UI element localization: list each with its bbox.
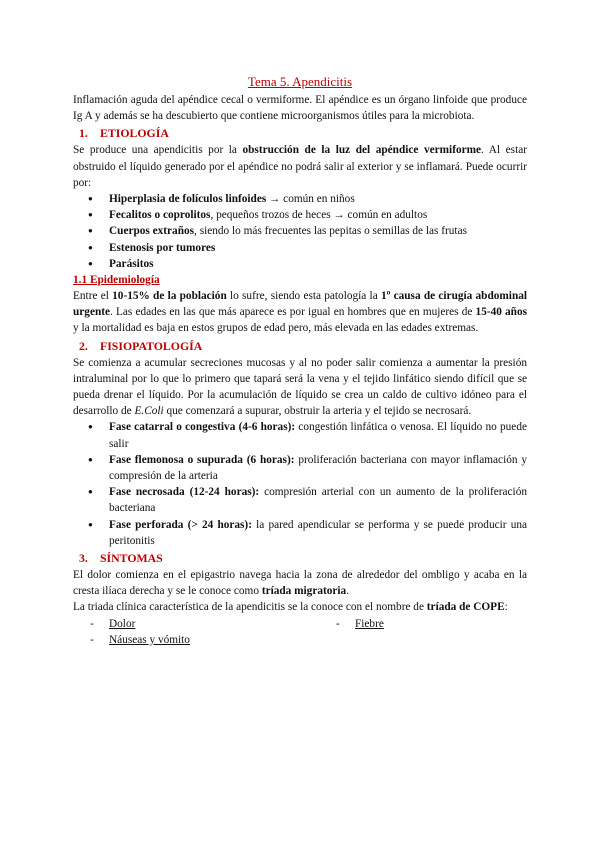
text-span: lo sufre, siendo esta patología la <box>226 290 381 303</box>
list-item-text: congestión linfática o venosa. El líquido no puede salir <box>109 421 527 450</box>
bold-text: tríada de COPE <box>426 601 505 614</box>
sintomas-paragraph-1 <box>73 567 527 599</box>
list-item-bold: Fase perforada (> 24 horas): <box>109 518 252 531</box>
list-item <box>73 256 527 272</box>
document-title: Tema 5. Apendicitis <box>247 74 353 89</box>
text-span: . Las edades en las que más aparece es por igual en hombres que en mujeres de <box>110 306 476 319</box>
list-item-text: , pequeños trozos de heces → común en adultos <box>210 209 428 222</box>
text-span: que comenzará a supurar, obstruir la arteria y el tejido se necrosará. <box>163 405 472 418</box>
bold-text: obstrucción de la luz del apéndice vermiforme <box>242 144 482 157</box>
list-item-text: proliferación bacteriana con mayor inflamación y compresión de la arteria <box>109 453 527 483</box>
list-item-bold: Fase necrosada (12-24 horas): <box>109 486 260 499</box>
dash-marker: - <box>90 633 94 646</box>
subsection-heading-epidemiologia: 1.1 Epidemiología <box>73 274 160 287</box>
text-span: La triada clínica característica de la apendicitis se la conoce con el nombre de <box>73 601 427 614</box>
text-span: . <box>346 585 350 598</box>
bold-text: tríada migratoria <box>261 585 347 598</box>
list-item <box>73 452 527 484</box>
list-item <box>73 419 527 451</box>
section-heading-sintomas <box>73 549 527 567</box>
list-item <box>73 517 527 549</box>
text-span: . Al estar obstruido el líquido generado por el apéndice no podrá salir al exterior y se inflamará. Puede ocurrir por: <box>73 144 527 189</box>
list-item <box>73 223 527 239</box>
phases-list <box>73 419 527 549</box>
etiologia-paragraph <box>73 142 527 191</box>
section-heading-etiologia <box>73 124 527 142</box>
list-item-bold: Hiperplasia de folículos linfoides <box>109 193 267 206</box>
document-page <box>73 73 527 648</box>
section-heading-text: SÍNTOMAS <box>100 551 163 566</box>
bold-text: 10-15% de la población <box>112 290 227 303</box>
cope-row-1 <box>73 616 527 632</box>
list-item-text: → común en niños <box>266 193 355 206</box>
text-span: El dolor comienza en el epigastrio navega hacia la zona de alrededor del ombligo y acaba en la cresta ilíaca derecha y se le conoce como <box>73 569 527 598</box>
cope-item: Náuseas y vómito <box>109 633 190 646</box>
list-item-text: , siendo lo más frecuentes las pepitas o semillas de las frutas <box>194 225 467 238</box>
list-item-bold: Fase flemonosa o supurada (6 horas): <box>109 453 295 466</box>
cope-item: Fiebre <box>355 617 384 630</box>
text-span: Se produce una apendicitis por la <box>73 144 243 157</box>
list-item-text: compresión arterial con un aumento de la proliferación bacteriana <box>109 486 527 515</box>
sintomas-paragraph-2 <box>73 599 527 615</box>
bold-text: 1º causa de cirugía abdominal urgente <box>73 290 528 319</box>
dash-marker: - <box>90 617 94 630</box>
italic-text: E.Coli <box>134 405 164 418</box>
list-item <box>73 484 527 516</box>
list-item-bold: Fase catarral o congestiva (4-6 horas): <box>109 421 296 434</box>
text-span: Se comienza a acumular secreciones mucosas y al no poder salir comienza a aumentar la presión intraluminal por lo que lo primero que tapará será la vena y el tejido linfático siendo difícil que se pueda drenar el líquido. Por la acumulación de líquido se crea un caldo de cultivo idóneo para el desarrollo de <box>73 356 527 418</box>
list-item-text: la pared apendicular se performa y se puede producir una peritonitis <box>109 518 527 547</box>
dash-marker: - <box>336 617 340 630</box>
section-number: 3. <box>79 551 88 566</box>
intro-paragraph: Inflamación aguda del apéndice cecal o vermiforme. El apéndice es un órgano linfoide que produce Ig A y además se ha descubierto que contiene microorganismos útiles para la microbiota. <box>73 94 527 123</box>
cope-row-2 <box>73 632 527 648</box>
text-span: y la mortalidad es baja en estos grupos de edad pero, más elevada en las edades extremas. <box>73 322 479 335</box>
fisiopatologia-paragraph <box>73 355 527 420</box>
list-item-bold: Estenosis por tumores <box>109 241 216 254</box>
epidemiologia-paragraph <box>73 288 527 337</box>
section-heading-text: ETIOLOGÍA <box>100 126 169 141</box>
bold-text: 15-40 años <box>475 306 528 319</box>
causes-list <box>73 191 527 272</box>
section-number: 2. <box>79 338 88 353</box>
list-item-bold: Parásitos <box>109 257 154 270</box>
section-heading-fisiopatologia <box>73 337 527 355</box>
list-item-bold: Fecalitos o coprolitos <box>109 209 211 222</box>
text-span: : <box>504 601 508 614</box>
list-item <box>73 207 527 223</box>
section-number: 1. <box>79 126 88 141</box>
text-span: Entre el <box>73 290 113 303</box>
section-heading-text: FISIOPATOLOGÍA <box>100 338 203 353</box>
list-item-bold: Cuerpos extraños <box>109 225 195 238</box>
list-item <box>73 240 527 256</box>
list-item <box>73 191 527 207</box>
cope-item: Dolor <box>109 617 136 630</box>
